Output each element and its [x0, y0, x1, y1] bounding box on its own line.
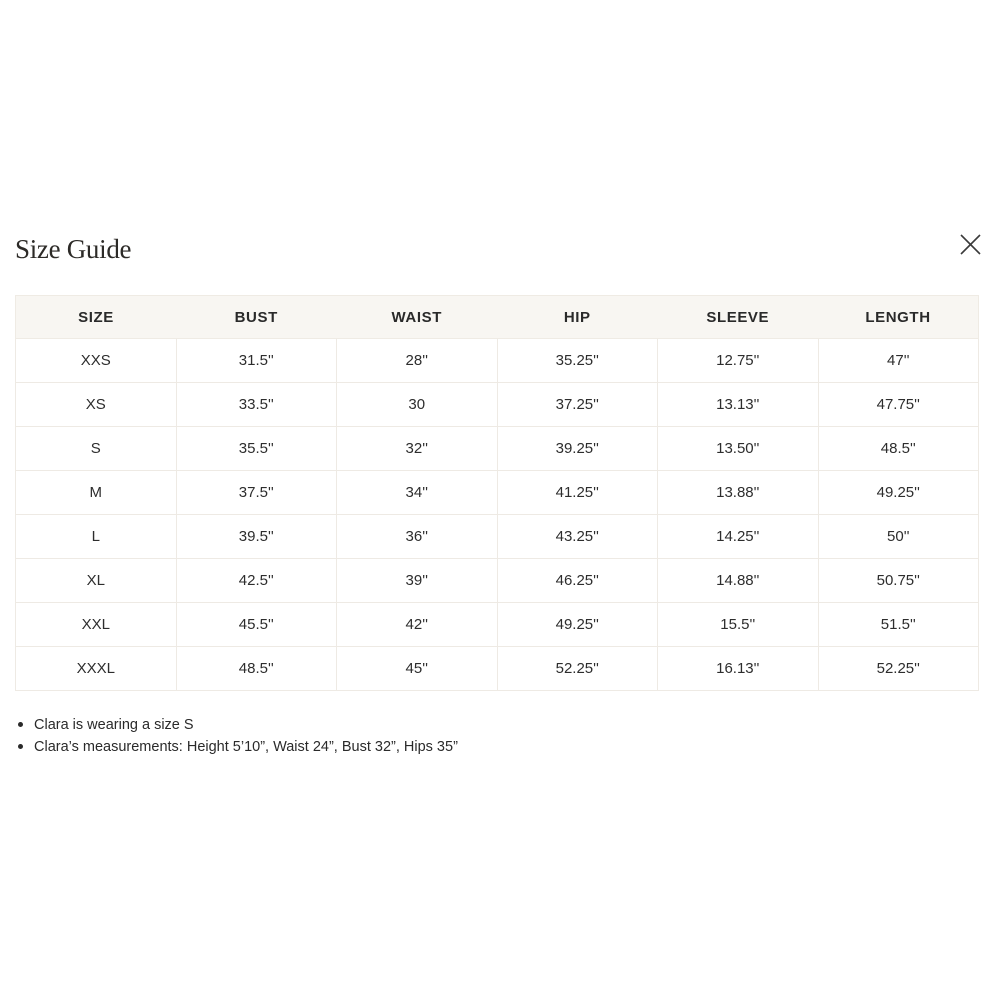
cell-waist: 39'' [337, 559, 498, 603]
cell-size: S [16, 427, 177, 471]
cell-bust: 39.5'' [176, 515, 337, 559]
cell-sleeve: 13.13'' [658, 383, 819, 427]
cell-bust: 31.5'' [176, 339, 337, 383]
cell-hip: 35.25'' [497, 339, 658, 383]
table-row [16, 515, 979, 559]
cell-sleeve: 16.13'' [658, 647, 819, 691]
cell-waist: 28'' [337, 339, 498, 383]
cell-size: XL [16, 559, 177, 603]
header-bust: BUST [176, 296, 337, 339]
header-hip: HIP [497, 296, 658, 339]
cell-waist: 34'' [337, 471, 498, 515]
cell-bust: 37.5'' [176, 471, 337, 515]
table-row [16, 427, 979, 471]
cell-length: 50.75'' [818, 559, 979, 603]
header-sleeve: SLEEVE [658, 296, 819, 339]
cell-hip: 49.25'' [497, 603, 658, 647]
cell-waist: 36'' [337, 515, 498, 559]
cell-length: 47.75'' [818, 383, 979, 427]
cell-length: 50'' [818, 515, 979, 559]
bullet-icon [18, 744, 23, 749]
note-text: Clara’s measurements: Height 5’10”, Waist 24”, Bust 32”, Hips 35” [34, 739, 458, 755]
cell-hip: 39.25'' [497, 427, 658, 471]
list-item [34, 736, 458, 758]
table-row [16, 383, 979, 427]
cell-bust: 45.5'' [176, 603, 337, 647]
cell-hip: 46.25'' [497, 559, 658, 603]
cell-bust: 33.5'' [176, 383, 337, 427]
cell-waist: 30 [337, 383, 498, 427]
cell-hip: 41.25'' [497, 471, 658, 515]
cell-length: 47'' [818, 339, 979, 383]
modal-title: Size Guide [15, 234, 132, 264]
header-waist: WAIST [337, 296, 498, 339]
close-button[interactable] [956, 230, 986, 260]
cell-size: XXXL [16, 647, 177, 691]
cell-sleeve: 14.25'' [658, 515, 819, 559]
size-table [15, 295, 979, 691]
cell-sleeve: 12.75'' [658, 339, 819, 383]
cell-sleeve: 13.88'' [658, 471, 819, 515]
notes-list [15, 714, 458, 758]
cell-sleeve: 15.5'' [658, 603, 819, 647]
table-row [16, 559, 979, 603]
cell-bust: 48.5'' [176, 647, 337, 691]
cell-size: XXS [16, 339, 177, 383]
cell-size: M [16, 471, 177, 515]
close-icon [956, 230, 986, 260]
table-row [16, 603, 979, 647]
note-text: Clara is wearing a size S [34, 717, 194, 733]
cell-size: XXL [16, 603, 177, 647]
cell-sleeve: 13.50'' [658, 427, 819, 471]
cell-sleeve: 14.88'' [658, 559, 819, 603]
cell-waist: 45'' [337, 647, 498, 691]
cell-size: L [16, 515, 177, 559]
list-item [34, 714, 458, 736]
cell-hip: 37.25'' [497, 383, 658, 427]
table-row [16, 471, 979, 515]
table-row [16, 647, 979, 691]
header-length: LENGTH [818, 296, 979, 339]
cell-length: 51.5'' [818, 603, 979, 647]
cell-hip: 43.25'' [497, 515, 658, 559]
table-row [16, 339, 979, 383]
cell-bust: 42.5'' [176, 559, 337, 603]
cell-length: 52.25'' [818, 647, 979, 691]
header-size: SIZE [16, 296, 177, 339]
cell-length: 48.5'' [818, 427, 979, 471]
cell-bust: 35.5'' [176, 427, 337, 471]
bullet-icon [18, 722, 23, 727]
cell-waist: 42'' [337, 603, 498, 647]
cell-hip: 52.25'' [497, 647, 658, 691]
table-header-row [16, 296, 979, 339]
cell-size: XS [16, 383, 177, 427]
cell-length: 49.25'' [818, 471, 979, 515]
cell-waist: 32'' [337, 427, 498, 471]
